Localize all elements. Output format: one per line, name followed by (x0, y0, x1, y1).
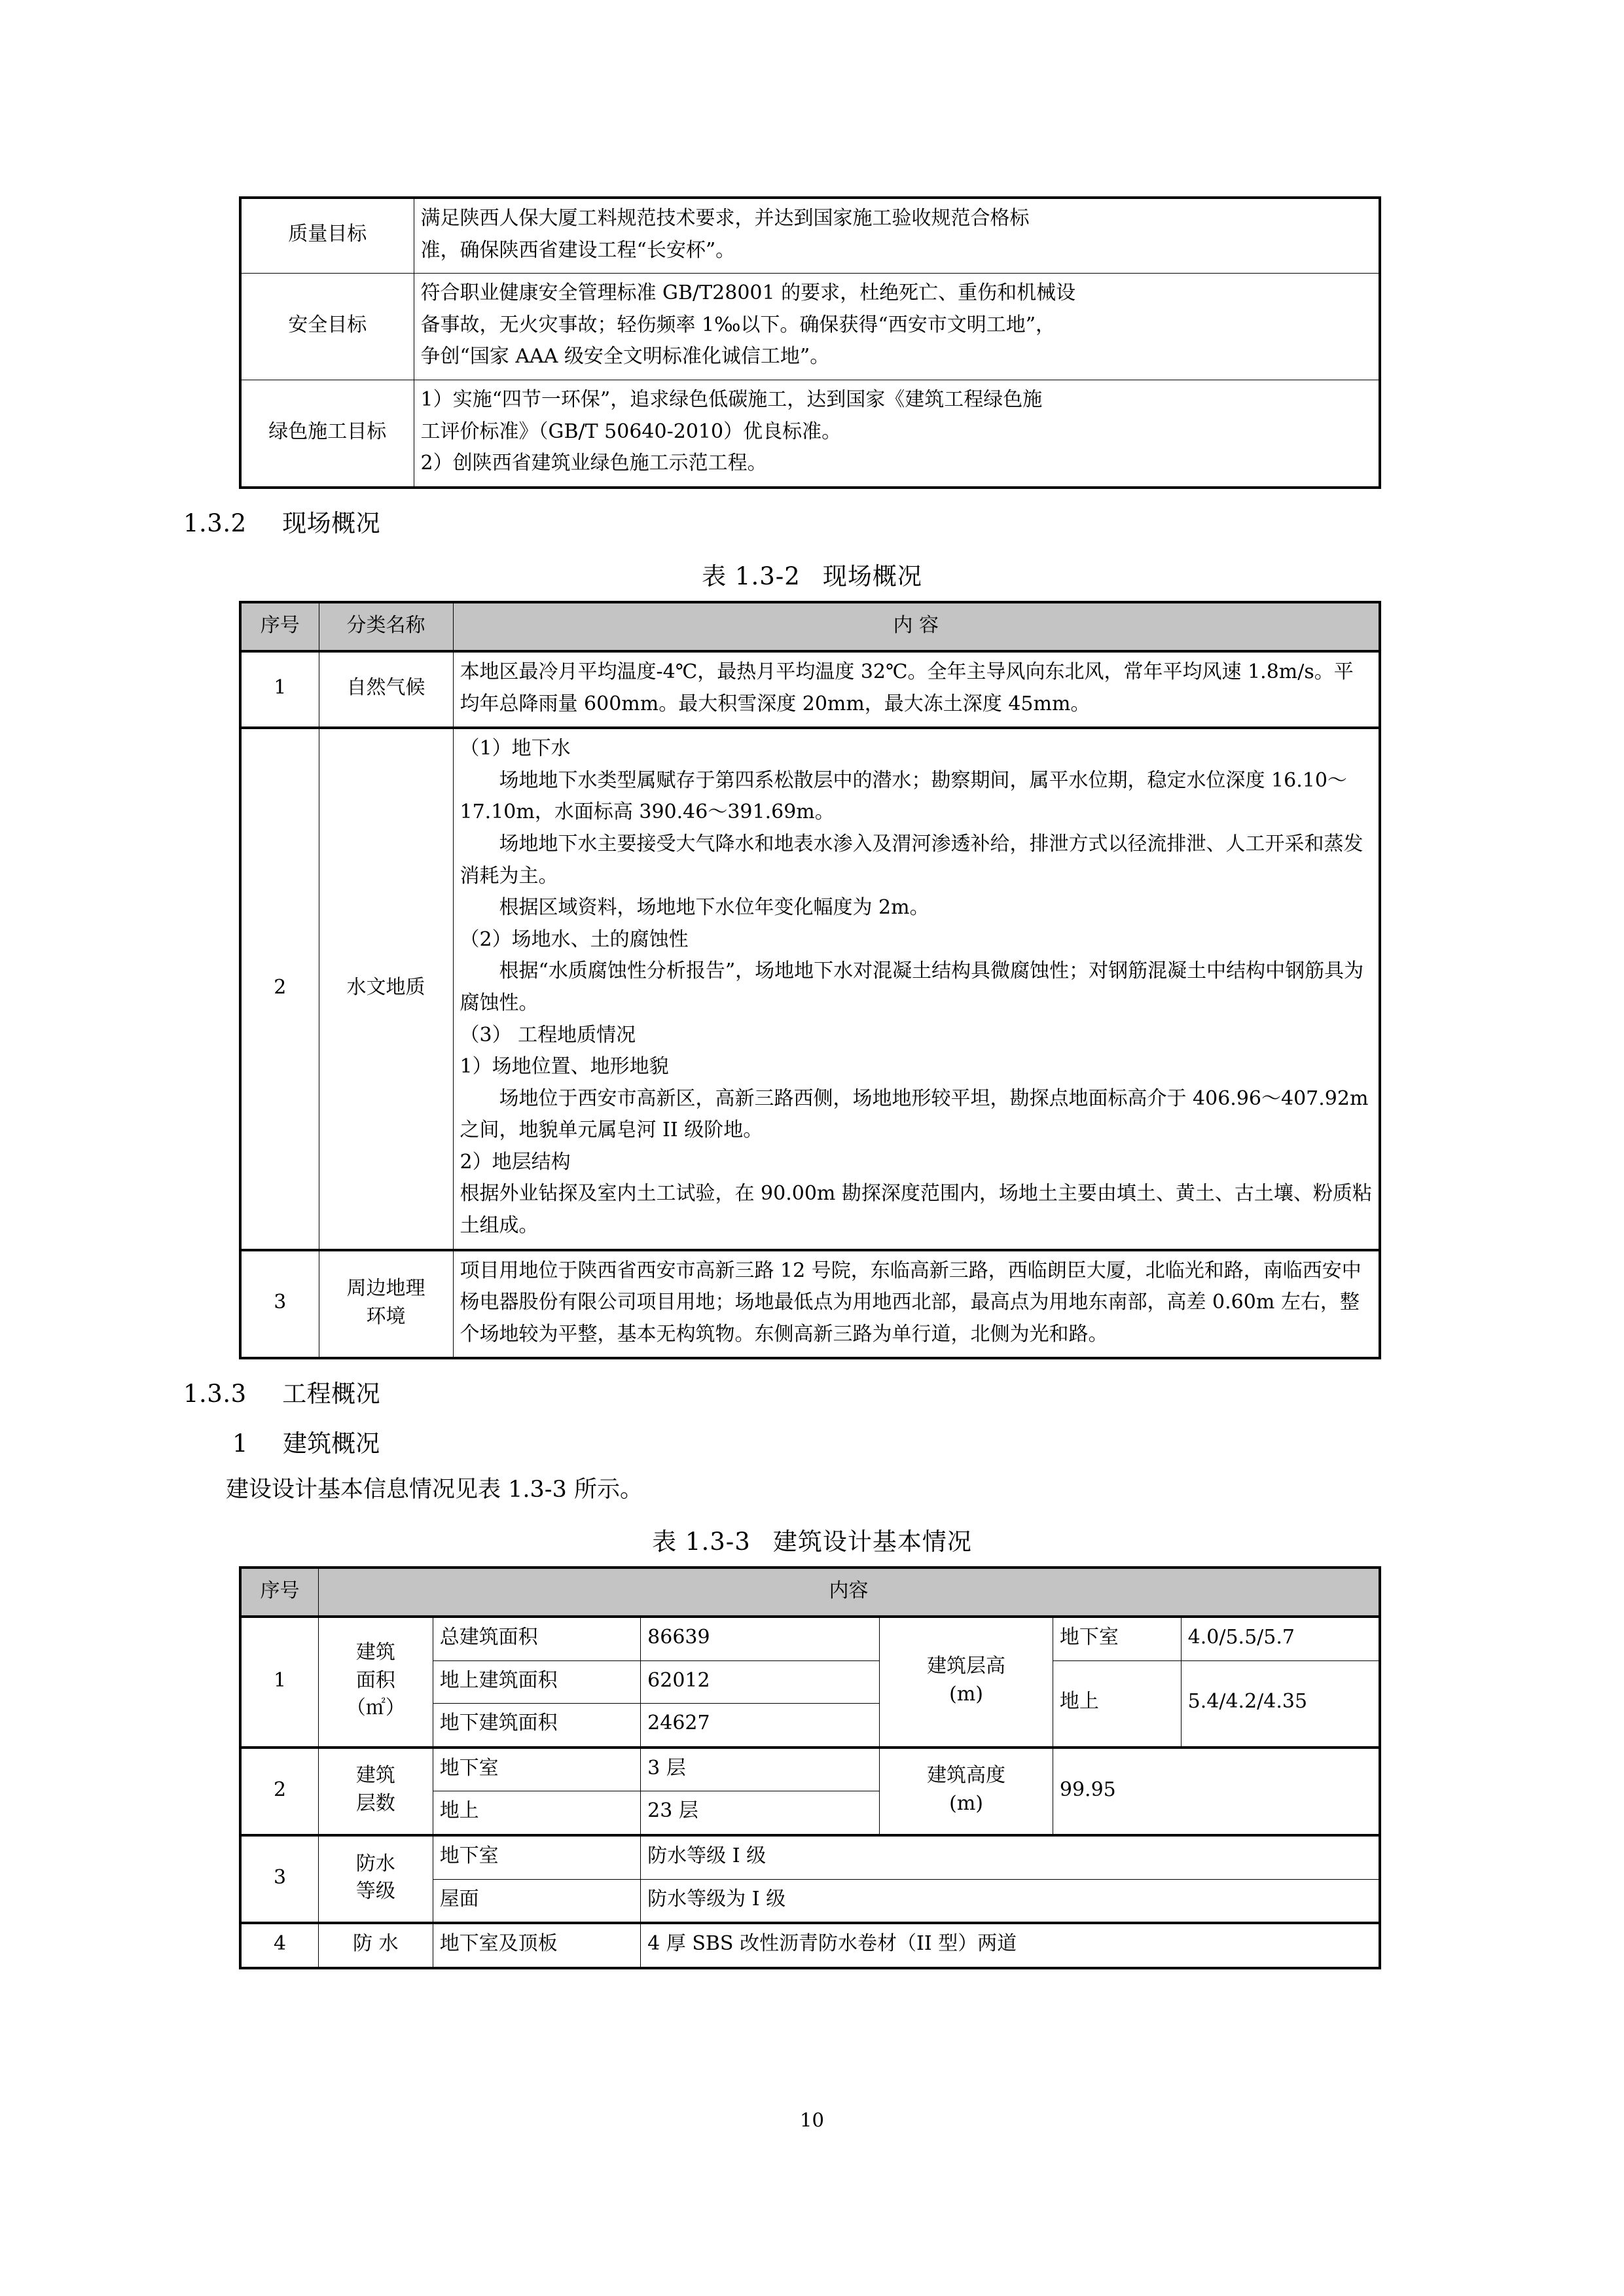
category-line: 防水 (355, 1852, 395, 1875)
heading-number: 1.3.2 (183, 509, 247, 537)
paragraph: 场地位于西安市高新区，高新三路西侧，场地地形较平坦，勘探点地面标高介于 406.96～407.92m 之间，地貌单元属皂河 II 级阶地。 (460, 1086, 1369, 1142)
item-name: 屋面 (433, 1879, 640, 1923)
item-value: 防水等级 I 级 (641, 1835, 1380, 1879)
row-seq: 4 (240, 1923, 319, 1968)
item-value: 86639 (641, 1617, 880, 1660)
right-label (880, 1748, 1053, 1835)
caption-number: 表 1.3-3 (652, 1528, 751, 1556)
right-item-name: 地上 (1053, 1660, 1181, 1748)
right-label-line: (m) (949, 1682, 983, 1706)
table-header-row (240, 602, 1380, 651)
subheading-number: 1 (232, 1429, 248, 1458)
text-line: 工评价标准》（GB/T 50640-2010）优良标准。 (420, 420, 842, 443)
right-item-value: 99.95 (1053, 1748, 1380, 1835)
text-line: 1）实施“四节一环保”，追求绿色低碳施工，达到国家《建筑工程绿色施 (420, 387, 1043, 411)
right-label-line: 建筑层高 (927, 1655, 1006, 1678)
table-header-row (240, 1568, 1380, 1617)
item-name: 地下室及顶板 (433, 1923, 640, 1968)
row-seq: 3 (240, 1250, 319, 1359)
item-value: 4 厚 SBS 改性沥青防水卷材（II 型）两道 (641, 1923, 1380, 1968)
category-line: （㎡） (346, 1696, 405, 1720)
paragraph: （2）场地水、土的腐蚀性 (460, 927, 689, 951)
goal-content-quality (414, 198, 1380, 274)
item-name: 总建筑面积 (433, 1617, 640, 1660)
goal-label-quality: 质量目标 (240, 198, 414, 274)
table-row (240, 1250, 1380, 1359)
paragraph: 1）场地位置、地形地貌 (460, 1055, 669, 1079)
item-value: 24627 (641, 1704, 880, 1748)
table-row (240, 1835, 1380, 1879)
table-goals (239, 196, 1381, 489)
table-row (240, 1748, 1380, 1791)
item-name: 地下建筑面积 (433, 1704, 640, 1748)
category-line: 层数 (355, 1791, 395, 1815)
category-line: 等级 (355, 1880, 395, 1903)
row-category (319, 1250, 453, 1359)
item-name: 地下室 (433, 1748, 640, 1791)
table-row (240, 380, 1380, 487)
table-site-overview (239, 601, 1381, 1359)
row-category (319, 1835, 433, 1923)
right-label-line: (m) (949, 1791, 983, 1815)
category-line: 面积 (355, 1668, 395, 1692)
paragraph: 场地地下水类型属赋存于第四系松散层中的潜水；勘察期间，属平水位期，稳定水位深度 16.10～17.10m，水面标高 390.46～391.69m。 (460, 768, 1347, 824)
goal-content-safety (414, 274, 1380, 380)
header-category: 分类名称 (319, 602, 453, 651)
row-category (319, 1748, 433, 1835)
table-caption-1-3-2 (0, 556, 1624, 592)
header-seq: 序号 (240, 602, 319, 651)
row-seq: 3 (240, 1835, 319, 1923)
goal-label-safety: 安全目标 (240, 274, 414, 380)
item-value: 62012 (641, 1660, 880, 1704)
row-seq: 1 (240, 1617, 319, 1748)
caption-title: 现场概况 (822, 562, 922, 591)
item-name: 地上 (433, 1791, 640, 1835)
right-item-value: 5.4/4.2/4.35 (1181, 1660, 1380, 1748)
paragraph: （1）地下水 (460, 737, 571, 761)
header-seq: 序号 (240, 1568, 319, 1617)
category-line: 建筑 (355, 1641, 395, 1664)
row-seq: 1 (240, 651, 319, 728)
goal-label-green: 绿色施工目标 (240, 380, 414, 487)
table-row (240, 198, 1380, 274)
item-value: 3 层 (641, 1748, 880, 1791)
heading-number: 1.3.3 (183, 1380, 247, 1408)
heading-sub-1 (232, 1426, 1624, 1462)
right-label (880, 1617, 1053, 1748)
text-line: 争创“国家 AAA 级安全文明标准化诚信工地”。 (420, 345, 830, 368)
paragraph: 根据“水质腐蚀性分析报告”，场地地下水对混凝土结构具微腐蚀性；对钢筋混凝土中结构中钢筋具为腐蚀性。 (460, 960, 1364, 1014)
item-name: 地下室 (433, 1835, 640, 1879)
table-row (240, 1617, 1380, 1660)
table-row (240, 728, 1380, 1250)
table-row (240, 1923, 1380, 1968)
item-name: 地上建筑面积 (433, 1660, 640, 1704)
row-category: 水文地质 (319, 728, 453, 1250)
paragraph: 本地区最冷月平均温度-4℃，最热月平均温度 32℃。全年主导风向东北风，常年平均风速 1.8m/s。平均年总降雨量 600mm。最大积雪深度 20mm，最大冻土深度 45mm。 (460, 660, 1354, 715)
paragraph: 场地地下水主要接受大气降水和地表水渗入及渭河渗透补给，排泄方式以径流排泄、人工开采和蒸发消耗为主。 (460, 832, 1363, 888)
page-number: 10 (800, 2109, 824, 2131)
text-line: 准，确保陕西省建设工程“长安杯”。 (420, 238, 736, 262)
paragraph: 根据外业钻探及室内土工试验，在 90.00m 勘探深度范围内，场地土主要由填土、黄土、古土壤、粉质粘土组成。 (460, 1182, 1372, 1238)
table-row (240, 651, 1380, 728)
text-line: 2）创陕西省建筑业绿色施工示范工程。 (420, 452, 767, 475)
goal-content-green (414, 380, 1380, 487)
heading-1-3-3 (183, 1376, 1624, 1412)
right-item-name: 地下室 (1053, 1617, 1181, 1660)
header-content: 内容 (319, 1568, 1380, 1617)
table-building-design (239, 1566, 1381, 1969)
text-line: 满足陕西人保大厦工料规范技术要求，并达到国家施工验收规范合格标 (420, 207, 1030, 230)
row-category: 自然气候 (319, 651, 453, 728)
category-line: 环境 (366, 1304, 406, 1328)
row-seq: 2 (240, 1748, 319, 1835)
row-category: 防 水 (319, 1923, 433, 1968)
row-category (319, 1617, 433, 1748)
row-content (453, 1250, 1380, 1359)
header-content: 内 容 (453, 602, 1380, 651)
category-line: 周边地理 (346, 1276, 425, 1300)
right-item-value: 4.0/5.5/5.7 (1181, 1617, 1380, 1660)
paragraph: 根据区域资料，场地地下水位年变化幅度为 2m。 (499, 896, 929, 920)
item-value: 23 层 (641, 1791, 880, 1835)
heading-title: 工程概况 (282, 1380, 381, 1408)
row-seq: 2 (240, 728, 319, 1250)
text-line: 备事故，无火灾事故；轻伤频率 1‰以下。确保获得“西安市文明工地”， (420, 313, 1056, 336)
row-content (453, 651, 1380, 728)
table-row (240, 274, 1380, 380)
subheading-title: 建筑概况 (283, 1429, 380, 1458)
row-content (453, 728, 1380, 1250)
paragraph: 2）地层结构 (460, 1150, 571, 1174)
paragraph: （3） 工程地质情况 (460, 1023, 636, 1047)
heading-1-3-2 (183, 506, 1624, 541)
table-caption-1-3-3 (0, 1522, 1624, 1557)
text-line: 符合职业健康安全管理标准 GB/T28001 的要求，杜绝死亡、重伤和机械设 (420, 281, 1076, 305)
caption-number: 表 1.3-2 (702, 562, 801, 591)
heading-title: 现场概况 (282, 509, 381, 537)
caption-title: 建筑设计基本情况 (772, 1528, 972, 1556)
intro-paragraph: 建设设计基本信息情况见表 1.3-3 所示。 (226, 1476, 643, 1503)
item-value: 防水等级为 I 级 (641, 1879, 1380, 1923)
paragraph: 项目用地位于陕西省西安市高新三路 12 号院，东临高新三路，西临朗臣大厦，北临光和路，南临西安中杨电器股份有限公司项目用地；场地最低点为用地西北部，最高点为用地东南部，高差 0.60m 左右，整个场地较为平整，基本无构筑物。东侧高新三路为单行道，北侧为光和路。 (460, 1259, 1362, 1346)
category-line: 建筑 (355, 1764, 395, 1787)
right-label-line: 建筑高度 (927, 1764, 1006, 1787)
